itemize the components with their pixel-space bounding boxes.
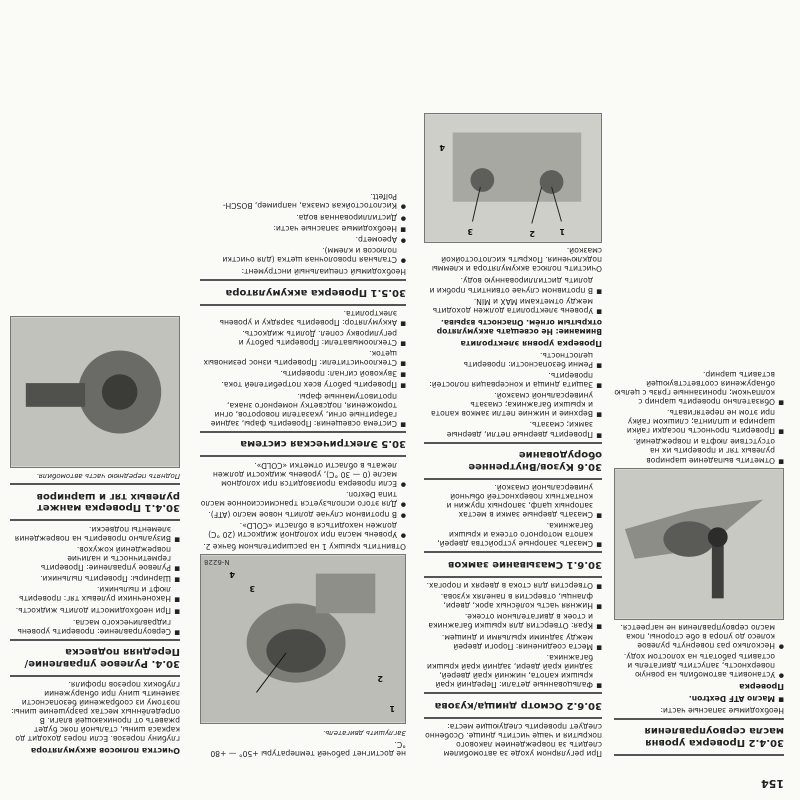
list-item: ■ Масло ATF Dextron. (614, 694, 784, 703)
electrical-list (200, 309, 406, 428)
list-item: ■ Визуально проверить на повреждения элементы подвески. (10, 524, 180, 542)
column-2 (424, 40, 602, 758)
list-item: ■ Смазать запорные устройства дверей, капота моторного отсека и крышки багажника. (424, 521, 602, 548)
column-1 (614, 40, 784, 758)
photo-battery-terminals (424, 113, 602, 243)
list-item: ■ Защита днища и консервация полостей: проверить. (424, 371, 602, 389)
photo-code: N-6228 (204, 557, 230, 566)
section-rule (10, 483, 180, 485)
steps-list (614, 623, 784, 680)
list-item: ■ При необходимости долить жидкость. (10, 606, 180, 615)
list-item: ● Стальная проволочная щетка (для очистки полюсов и клемм). (200, 246, 406, 264)
lock-lube-list (424, 483, 602, 549)
section-title-30-4: 30.4. Рулевое управление/Передняя подвеска (24, 646, 180, 669)
list-item: ■ Проверить прочность посадки гайки шарнира и шплинта; слишком гайку при этом не перетягивать. (614, 408, 784, 435)
paragraph: Необходимые запасные части: (660, 706, 784, 715)
list-item: ■ Края: Отверстия для крышки багажника и стоек в двигательном отсеке. (424, 612, 602, 630)
list-item: ■ Ремни безопасности: проверить целостность. (424, 351, 602, 369)
list-item: ■ Фальцованные детали: Передний край крышки капота, нижний край дверей, задний край двери, задний край крышки багажника. (424, 653, 602, 689)
body-interior-list (424, 351, 602, 439)
body-check-list (424, 581, 602, 689)
list-item: ■ Сервоуправление: проверить уровень гидравлического масла. (10, 617, 180, 635)
list-item: ■ Места соединения: Пороги дверей между задними крыльями и днищем. (424, 632, 602, 650)
list-item: ● Если проверка производится при холодном масле (0 — 30 °C), уровень жидкости должен лежать в области отметки «COLD». (200, 460, 406, 487)
paragraph: Отвинтить крышку 1 на расширительном бачке 2. (203, 542, 406, 552)
list-item: ● Ареометр. (200, 235, 406, 244)
list-item: ■ Уровень электролита должен доходить между отметками MAX и MIN. (424, 297, 602, 315)
subheading-check: Проверка (739, 681, 784, 691)
list-item: ■ Шарниры: Проверить пыльники. (10, 574, 180, 583)
list-item: ■ Аккумулятор: Проверить зарядку и уровень электролита. (200, 309, 406, 327)
section-rule (200, 279, 406, 281)
photo-steering-joint-image (615, 469, 783, 619)
photo-steering-joint (614, 468, 784, 620)
callout-2: 2 (377, 674, 383, 684)
subheading-battery-clean: Очистка полюсов аккумулятора (30, 746, 180, 755)
page-number: 154 (761, 777, 784, 790)
subheading-electrolyte: Проверка уровня электролита (460, 338, 602, 348)
paragraph: не достигнет рабочей температуры +50° — +80 °C. (210, 739, 406, 758)
section-title-30-4-2: 30.4.2 Проверка уровня масла сервоуправления (644, 725, 784, 748)
oil-level-list (200, 460, 406, 539)
column-3 (200, 40, 406, 758)
section-rule (614, 718, 784, 720)
list-item: ● Установить автомобиль на ровную поверхность, запустить двигатель и оставить работать на холостом ходу. (614, 652, 784, 679)
section-title-30-6-1: 30.6.1 Смазывание замков (448, 558, 602, 570)
battery-tools-list (200, 192, 406, 264)
section-rule (10, 639, 180, 641)
section-rule (200, 455, 406, 457)
steering-list (10, 606, 180, 635)
list-item: ■ Звуковой сигнал: проверить. (200, 369, 406, 378)
list-item: ■ В противном случае отвинтить пробки и долить дистиллированную воду. (424, 276, 602, 294)
section-rule (10, 675, 180, 677)
joint-check-list (10, 524, 180, 603)
list-item: ● Уровень масла при холодной жидкости (20 °C) должен находиться в области «COLD». (200, 521, 406, 539)
callout-4: 4 (229, 570, 235, 580)
section-rule (614, 754, 784, 756)
section-rule (424, 692, 602, 694)
section-title-30-6: 30.6 Кузов/Внутреннее оборудование (468, 449, 602, 472)
list-item: ■ Верхние и нижние петли замков капота и крышки багажника; смазать универсальной смазкой. (424, 391, 602, 418)
list-item: ■ Проверить работу всех потребителей тока. (200, 380, 406, 389)
section-rule (200, 431, 406, 433)
callout-4: 4 (439, 143, 445, 153)
electrolyte-list (424, 276, 602, 314)
photo-fluid-reservoir-image (201, 555, 405, 723)
section-rule (424, 717, 602, 719)
section-rule (424, 576, 602, 578)
paragraph: При регулярном уходе за автомобилем следить за повреждением лакового покрытия и чаще чистить днище. Особенно следует проверить следующие места: (425, 721, 602, 758)
list-item: ■ Стеклоомыватели: Проверить работу и регулировку сопел. Долить жидкость. (200, 329, 406, 347)
section-rule (424, 442, 602, 444)
list-item: ● Несколько раз повернуть рулевое колесо до упора в обе стороны, пока масло сервоуправления не нагреется. (614, 623, 784, 650)
list-item: ■ Отметить выпадение шарниров рулевых тяг и проверить их на отсутствие люфта и повреждений. (614, 437, 784, 464)
paragraph: Необходимый специальный инструмент: (241, 267, 406, 277)
list-item: ■ Смазать дверные замки в местах запорных цапф, запорных пружин и контактных поверхностей обычной универсальной смазкой. (424, 483, 602, 519)
section-rule (10, 519, 180, 521)
section-title-30-6-2: 30.6.2 Осмотр днища/кузова (434, 699, 602, 711)
list-item: ■ Рулевое управление: Проверить герметичность и наличие повреждений кожухов. (10, 545, 180, 572)
list-item: ■ Обязательно проверить шарнир с колпачком; пронизанные грязь с целью обнаружения соответствующей вставить шарнир. (614, 369, 784, 405)
list-item: ■ Система освещения: Проверить фары, задние габаритные огни, указатели поворотов, огни торможения, подсветку номерного знака, противотуманные фары. (200, 391, 406, 427)
photo-caption: Поднять переднюю часть автомобиля. (36, 472, 180, 481)
section-title-30-5: 30.5 Электрическая система (240, 438, 406, 450)
photo-battery-terminals-image (425, 114, 601, 242)
photo-fluid-reservoir (200, 554, 406, 724)
section-rule (424, 478, 602, 480)
list-item: ● Кислотостойкая смазка, например, BOSCH-Polfett. (200, 192, 406, 210)
callout-3: 3 (249, 584, 255, 594)
section-rule (424, 551, 602, 553)
callout-1: 1 (389, 704, 395, 714)
photo-front-suspension (10, 316, 180, 468)
list-item: ■ Стеклоочистители: Проверить износ резиновых щеток. (200, 349, 406, 367)
photo-front-suspension-image (11, 317, 179, 467)
list-item: ● В противном случае долить новое масло (ATF). (200, 510, 406, 519)
callout-3: 3 (467, 227, 473, 237)
list-item: ● Дистиллированная вода. (200, 212, 406, 221)
list-item: ■ Нижняя часть колёсных арок, двери, фланцы, отверстия в панелях кузова. (424, 592, 602, 610)
section-title-30-4-1: 30.4.1 Проверка манжет рулевых тяг и шарниров (36, 490, 180, 514)
paragraph: Очистить полюса аккумулятора и клеммы подключения. Покрыть кислотостойкой смазкой. (431, 246, 602, 274)
callout-2: 2 (529, 229, 535, 239)
paragraph: глубину порезов. Если порез доходит до каркаса шины, стальной пояс будет ржаветь от проникающей влаги. В определённых местах разрушение шины: поэтому из соображений безопасности заменить шину при обнаружении глубоких порезов профиля. (11, 679, 180, 744)
list-item: ■ Отверстия для стока в дверях и порогах. (424, 581, 602, 590)
parts-list (614, 694, 784, 703)
joint-items-list (614, 369, 784, 464)
section-rule (200, 304, 406, 306)
list-item: ■ Необходимые запасные части: (200, 224, 406, 233)
section-title-30-5-1: 30.5.1 Проверка аккумулятора (225, 286, 406, 298)
list-item: ■ Проверить дверные петли, дверные замки; смазать. (424, 420, 602, 438)
list-item: ● Для этого используется трансмиссионное масло типа Dexron. (200, 490, 406, 508)
warning-text: Внимание: Не освещать аккумулятор открытым огнём. Опасность взрыва. (436, 317, 602, 337)
column-4 (10, 40, 180, 758)
callout-1: 1 (559, 227, 565, 237)
photo-caption: Заглушить двигатель. (322, 728, 406, 737)
list-item: ■ Наконечники рулевых тяг: проверить люфт и пыльники. (10, 585, 180, 603)
